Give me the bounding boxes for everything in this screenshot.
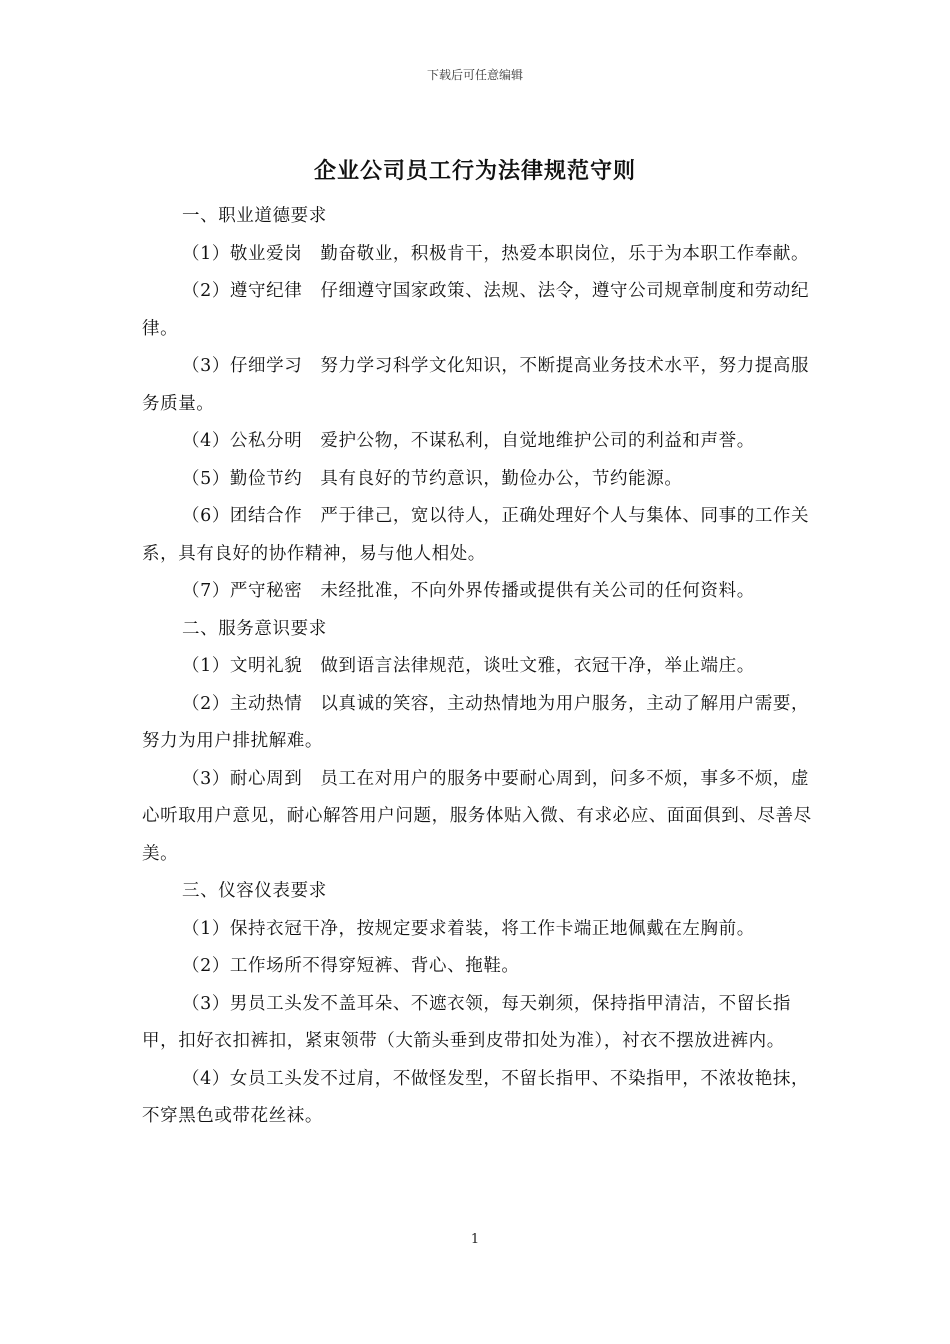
paragraph-item: （3）仔细学习 努力学习科学文化知识，不断提高业务技术水平，努力提高服务质量。 xyxy=(142,356,810,414)
section-heading-ethics: 一、职业道德要求 xyxy=(182,206,327,226)
paragraph-item: （2）遵守纪律 仔细遵守国家政策、法规、法令，遵守公司规章制度和劳动纪律。 xyxy=(142,281,810,339)
document-title: 企业公司员工行为法律规范守则 xyxy=(313,158,636,184)
paragraph-item: （4）公私分明 爱护公物，不谋私利，自觉地维护公司的利益和声誉。 xyxy=(182,431,755,451)
paragraph-item: （3）男员工头发不盖耳朵、不遮衣领，每天剃须，保持指甲清洁，不留长指甲，扣好衣扣裤扣，紧束领带（大箭头垂到皮带扣处为准），衬衣不摆放进裤内。 xyxy=(142,993,792,1051)
paragraph-item: （1）保持衣冠干净，按规定要求着装，将工作卡端正地佩戴在左胸前。 xyxy=(182,918,755,939)
paragraph-item: （1）敬业爱岗 勤奋敬业，积极肯干，热爱本职岗位，乐于为本职工作奉献。 xyxy=(182,243,810,264)
paragraph-item: （4）女员工头发不过肩，不做怪发型，不留长指甲、不染指甲，不浓妆艳抹，不穿黑色或带花丝袜。 xyxy=(142,1068,810,1126)
paragraph-item: （2）主动热情 以真诚的笑容，主动热情地为用户服务，主动了解用户需要，努力为用户排扰解难。 xyxy=(142,693,810,751)
paragraph-item: （5）勤俭节约 具有良好的节约意识，勤俭办公，节约能源。 xyxy=(182,468,683,489)
paragraph-item: （1）文明礼貌 做到语言法律规范，谈吐文雅，衣冠干净，举止端庄。 xyxy=(182,656,755,676)
header-note: 下载后可任意编辑 xyxy=(426,68,523,82)
paragraph-item: （7）严守秘密 未经批准，不向外界传播或提供有关公司的任何资料。 xyxy=(182,581,755,601)
section-heading-appearance: 三、仪容仪表要求 xyxy=(182,881,327,901)
page-number: 1 xyxy=(470,1232,480,1247)
document-body xyxy=(142,198,818,1136)
paragraph-item: （2）工作场所不得穿短裤、背心、拖鞋。 xyxy=(182,956,520,976)
paragraph-item: （3）耐心周到 员工在对用户的服务中要耐心周到，问多不烦，事多不烦，虚心听取用户意见，耐心解答用户问题，服务体贴入微、有求必应、面面俱到、尽善尽美。 xyxy=(142,768,812,864)
section-heading-service: 二、服务意识要求 xyxy=(182,618,327,639)
paragraph-item: （6）团结合作 严于律己，宽以待人，正确处理好个人与集体、同事的工作关系，具有良好的协作精神，易与他人相处。 xyxy=(142,506,810,564)
